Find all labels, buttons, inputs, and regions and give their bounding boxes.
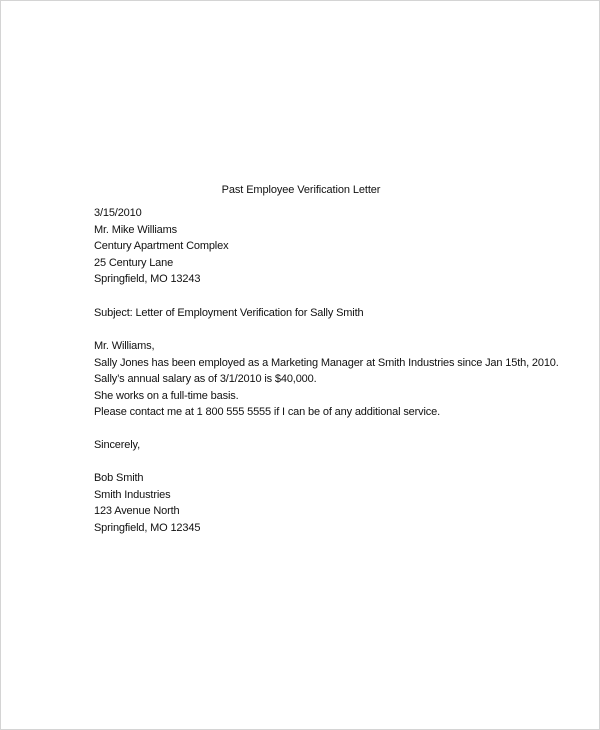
signer-name: Bob Smith [94,472,144,484]
recipient-name: Mr. Mike Williams [94,223,178,236]
signer-street: 123 Avenue North [94,505,180,518]
body-line-basis: She works on a full-time basis. [94,389,239,402]
recipient-city: Springfield, MO 13243 [94,273,201,286]
closing: Sincerely, [94,439,140,451]
signer-company: Smith Industries [94,488,171,501]
letter-date: 3/15/2010 [94,207,142,219]
recipient-street: 25 Century Lane [94,256,174,269]
salutation: Mr. Williams, [94,340,155,352]
subject-block [94,305,363,322]
body-line-salary: Sally’s annual salary as of 3/1/2010 is $40,000. [94,373,317,386]
signer-city: Springfield, MO 12345 [94,521,201,534]
subject-line: Subject: Letter of Employment Verification for Sally Smith [94,307,364,319]
body-line-employment: Sally Jones has been employed as a Marketing Manager at Smith Industries since Jan 15th, 2010. [94,356,559,369]
recipient-block [94,205,228,288]
body-line-contact: Please contact me at 1 800 555 5555 if I can be of any additional service. [94,406,441,419]
recipient-company: Century Apartment Complex [94,240,229,253]
letter-body [94,338,559,421]
letter-title: Past Employee Verification Letter [221,184,381,196]
closing-block [94,437,140,454]
signature-block [94,470,200,536]
